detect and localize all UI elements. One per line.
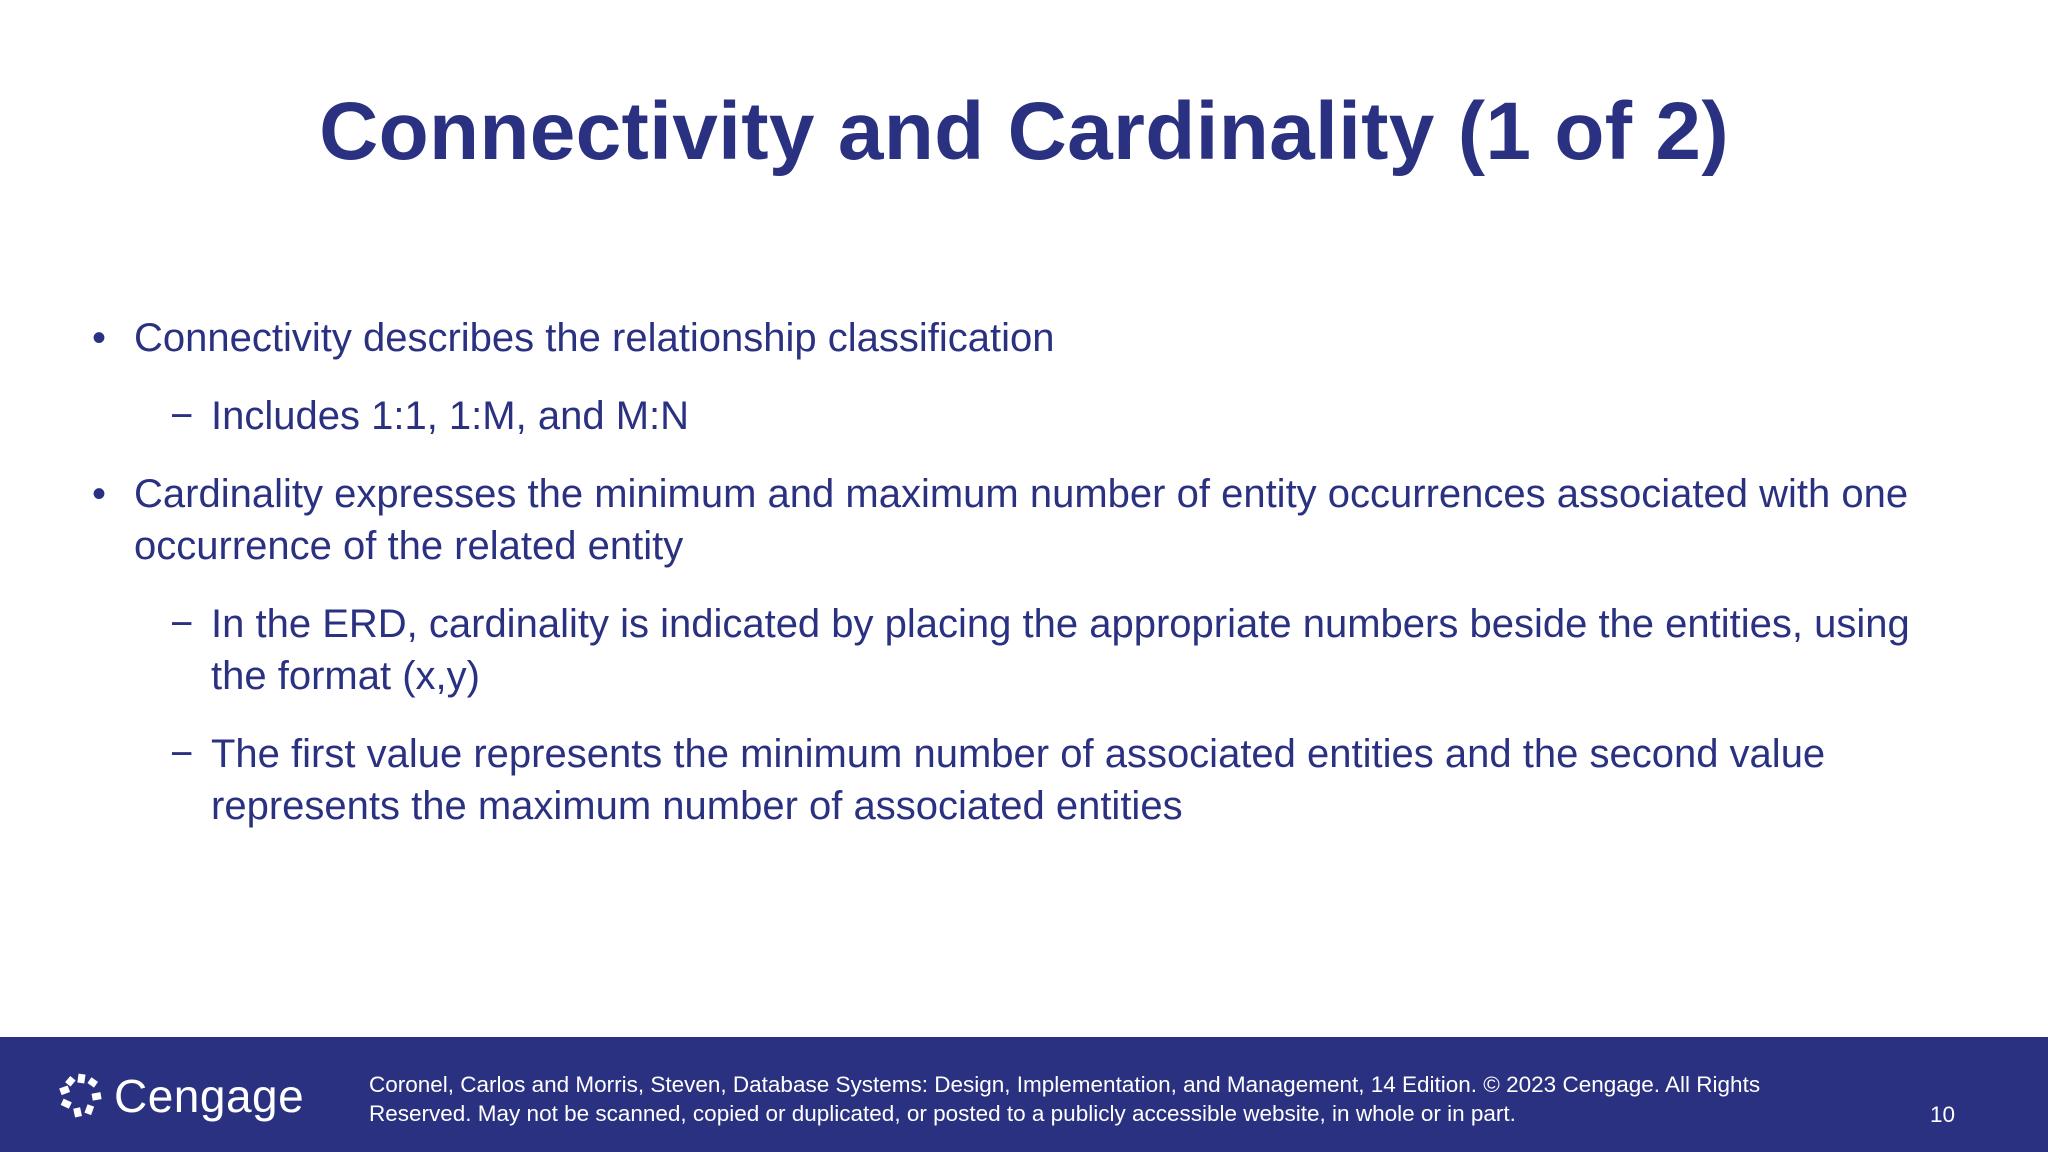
sub-bullet-marker: − bbox=[170, 732, 194, 776]
bullet-text: Cardinality expresses the minimum and maximum number of entity occurrences associated with one occurrence of the related entity bbox=[134, 472, 1909, 568]
citation-line: Reserved. May not be scanned, copied or duplicated, or posted to a publicly accessible website, in whole or in part. bbox=[369, 1101, 1516, 1126]
sub-bullet-item bbox=[92, 598, 1972, 702]
bullet-marker: • bbox=[92, 472, 107, 516]
page-number: 10 bbox=[1930, 1102, 1956, 1127]
citation-line: Coronel, Carlos and Morris, Steven, Database Systems: Design, Implementation, and Management, 14 Edition. © 2023 Cengage. All Rights bbox=[369, 1072, 1761, 1097]
sub-bullet-text: In the ERD, cardinality is indicated by placing the appropriate numbers beside the entities, using the format (x,y) bbox=[211, 602, 1910, 698]
logo-text: Cengage bbox=[114, 1070, 305, 1122]
bullet-marker: • bbox=[92, 316, 107, 360]
citation-text bbox=[369, 1070, 1869, 1128]
sub-bullet-item bbox=[92, 728, 1972, 832]
sub-bullet-marker: − bbox=[170, 394, 194, 438]
footer-bar bbox=[0, 1037, 2048, 1152]
bullet-item bbox=[92, 312, 1972, 364]
sub-bullet-text: The first value represents the minimum number of associated entities and the second value represents the maximum number of associated entities bbox=[211, 732, 1826, 828]
cengage-logo-icon bbox=[58, 1073, 104, 1119]
sub-bullet-marker: − bbox=[170, 602, 194, 646]
bullet-item bbox=[92, 468, 1972, 572]
sub-bullet-text: Includes 1:1, 1:M, and M:N bbox=[211, 394, 690, 438]
slide-content bbox=[92, 312, 1972, 858]
sub-bullet-item bbox=[92, 390, 1972, 442]
bullet-text: Connectivity describes the relationship classification bbox=[134, 316, 1055, 360]
cengage-logo bbox=[58, 1071, 304, 1121]
slide-title: Connectivity and Cardinality (1 of 2) bbox=[319, 86, 1729, 177]
